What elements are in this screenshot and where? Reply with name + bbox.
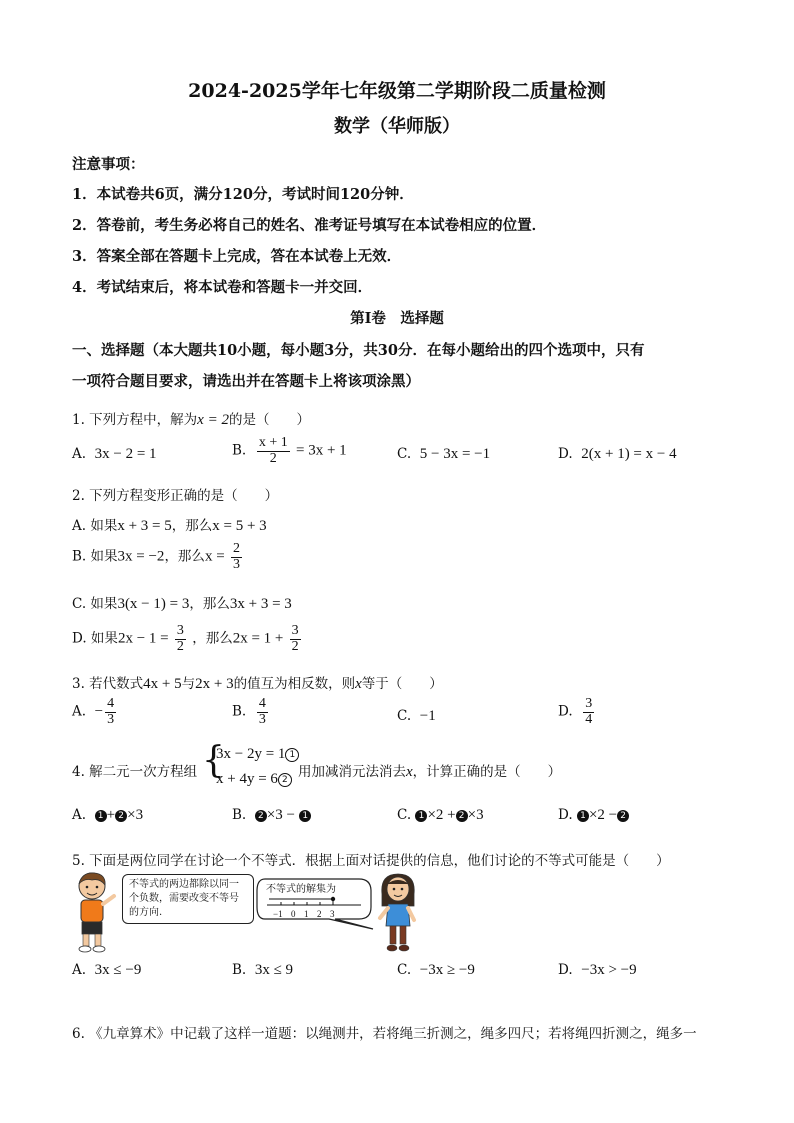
question-3-stem: 3. 若代数式4x + 5与2x + 3的值互为相反数，则x等于（ ） [72,676,443,692]
question-1-stem: 1. 下列方程中，解为x = 2的是（ ） [72,412,310,428]
number-line-label: 2 [317,909,322,919]
note-item: 2．答卷前，考生务必将自己的姓名、准考证号填写在本试卷相应的位置． [72,217,547,234]
system-brace: { [202,740,225,781]
question-2-stem: 2. 下列方程变形正确的是（ ） [72,488,279,504]
q2-option-a[interactable]: A. 如果x + 3 = 5，那么x = 5 + 3 [72,518,267,534]
part1-instructions-cont: 一项符合题目要求，请选出并在答题卡上将该项涂黑） [72,373,420,390]
q3-option-b[interactable]: B. $\frac{4}{3}$ [232,696,266,727]
q1-option-d[interactable]: D. 2(x + 1) = x − 4 [558,446,677,462]
number-line-point [331,897,335,901]
q4-equation-1: 3x − 2y = 1 1 [216,746,299,763]
q4-equation-2: x + 4y = 6 2 [216,771,292,788]
boy-illustration [70,872,118,954]
q1-option-a[interactable]: A. 3x − 2 = 1 [72,446,157,462]
question-6-stem: 6. 《九章算术》中记载了这样一道题：以绳测井，若将绳三折测之，绳多四尺；若将绳四折测之，绳多一 [72,1026,697,1042]
note-item: 4．考试结束后，将本试卷和答题卡一并交回． [72,279,373,296]
q4-option-b[interactable]: B. 2 ×3 − 1 [232,807,311,824]
q5-option-d[interactable]: D. −3x > −9 [558,962,637,978]
q4-option-c[interactable]: C. 1 ×2 + 2 ×3 [397,807,484,823]
q1-option-b[interactable]: B. $\frac{x + 1}{2}$ = 3x + 1 [232,435,347,466]
speech-bubble-left: 不等式的两边都除以同一个负数，需要改变不等号的方向. [122,874,254,924]
page-subtitle: 数学（华师版） [334,116,460,137]
section-title: 第Ⅰ卷 选择题 [350,310,444,327]
note-item: 3．答案全部在答题卡上完成，答在本试卷上无效． [72,248,402,265]
q1-solution: x = 2 [197,412,229,428]
notes-heading: 注意事项： [72,156,145,173]
question-4-stem-post: 用加减消元法消去x，计算正确的是（ ） [298,764,562,780]
girl-illustration [374,872,422,954]
page-title: 2024-2025学年七年级第二学期阶段二质量检测 [188,80,606,102]
q5-option-b[interactable]: B. 3x ≤ 9 [232,962,294,978]
q3-option-a[interactable]: A. − $\frac{4}{3}$ [72,696,115,727]
question-4-stem-pre: 4. 解二元一次方程组 [72,764,198,780]
number-line-label: 3 [330,909,335,919]
q4-option-a[interactable]: A. 1 + 2 ×3 [72,807,144,823]
q5-option-a[interactable]: A. 3x ≤ −9 [72,962,142,978]
q1-option-c[interactable]: C. 5 − 3x = −1 [397,446,491,462]
number-line-label: −1 [273,909,283,919]
number-line-label: 0 [291,909,296,919]
q2-option-b[interactable]: B. 如果3x = −2，那么x = $\frac{2}{3}$ [72,541,240,572]
question-5-stem: 5. 下面是两位同学在讨论一个不等式．根据上面对话提供的信息，他们讨论的不等式可能是（ ） [72,853,670,869]
q3-option-c[interactable]: C. −1 [397,708,436,724]
bubble-right-text: 不等式的解集为 [266,884,336,895]
q2-option-d[interactable]: D. 如果2x − 1 = $\frac{3}{2}$ ，那么2x = 1 + $\frac{3}{2}$ [72,623,299,654]
note-item: 1．本试卷共6页，满分120分，考试时间120分钟． [72,186,414,203]
number-line-label: 1 [304,909,309,919]
q3-option-d[interactable]: D. $\frac{3}{4}$ [558,696,593,727]
q5-option-c[interactable]: C. −3x ≥ −9 [397,962,475,978]
part1-instructions: 一、选择题（本大题共10小题，每小题3分，共30分．在每小题给出的四个选项中，只有 [72,342,645,359]
q4-option-d[interactable]: D. 1 ×2 − 2 [558,807,629,824]
q2-option-c[interactable]: C. 如果3(x − 1) = 3，那么3x + 3 = 3 [72,596,292,612]
